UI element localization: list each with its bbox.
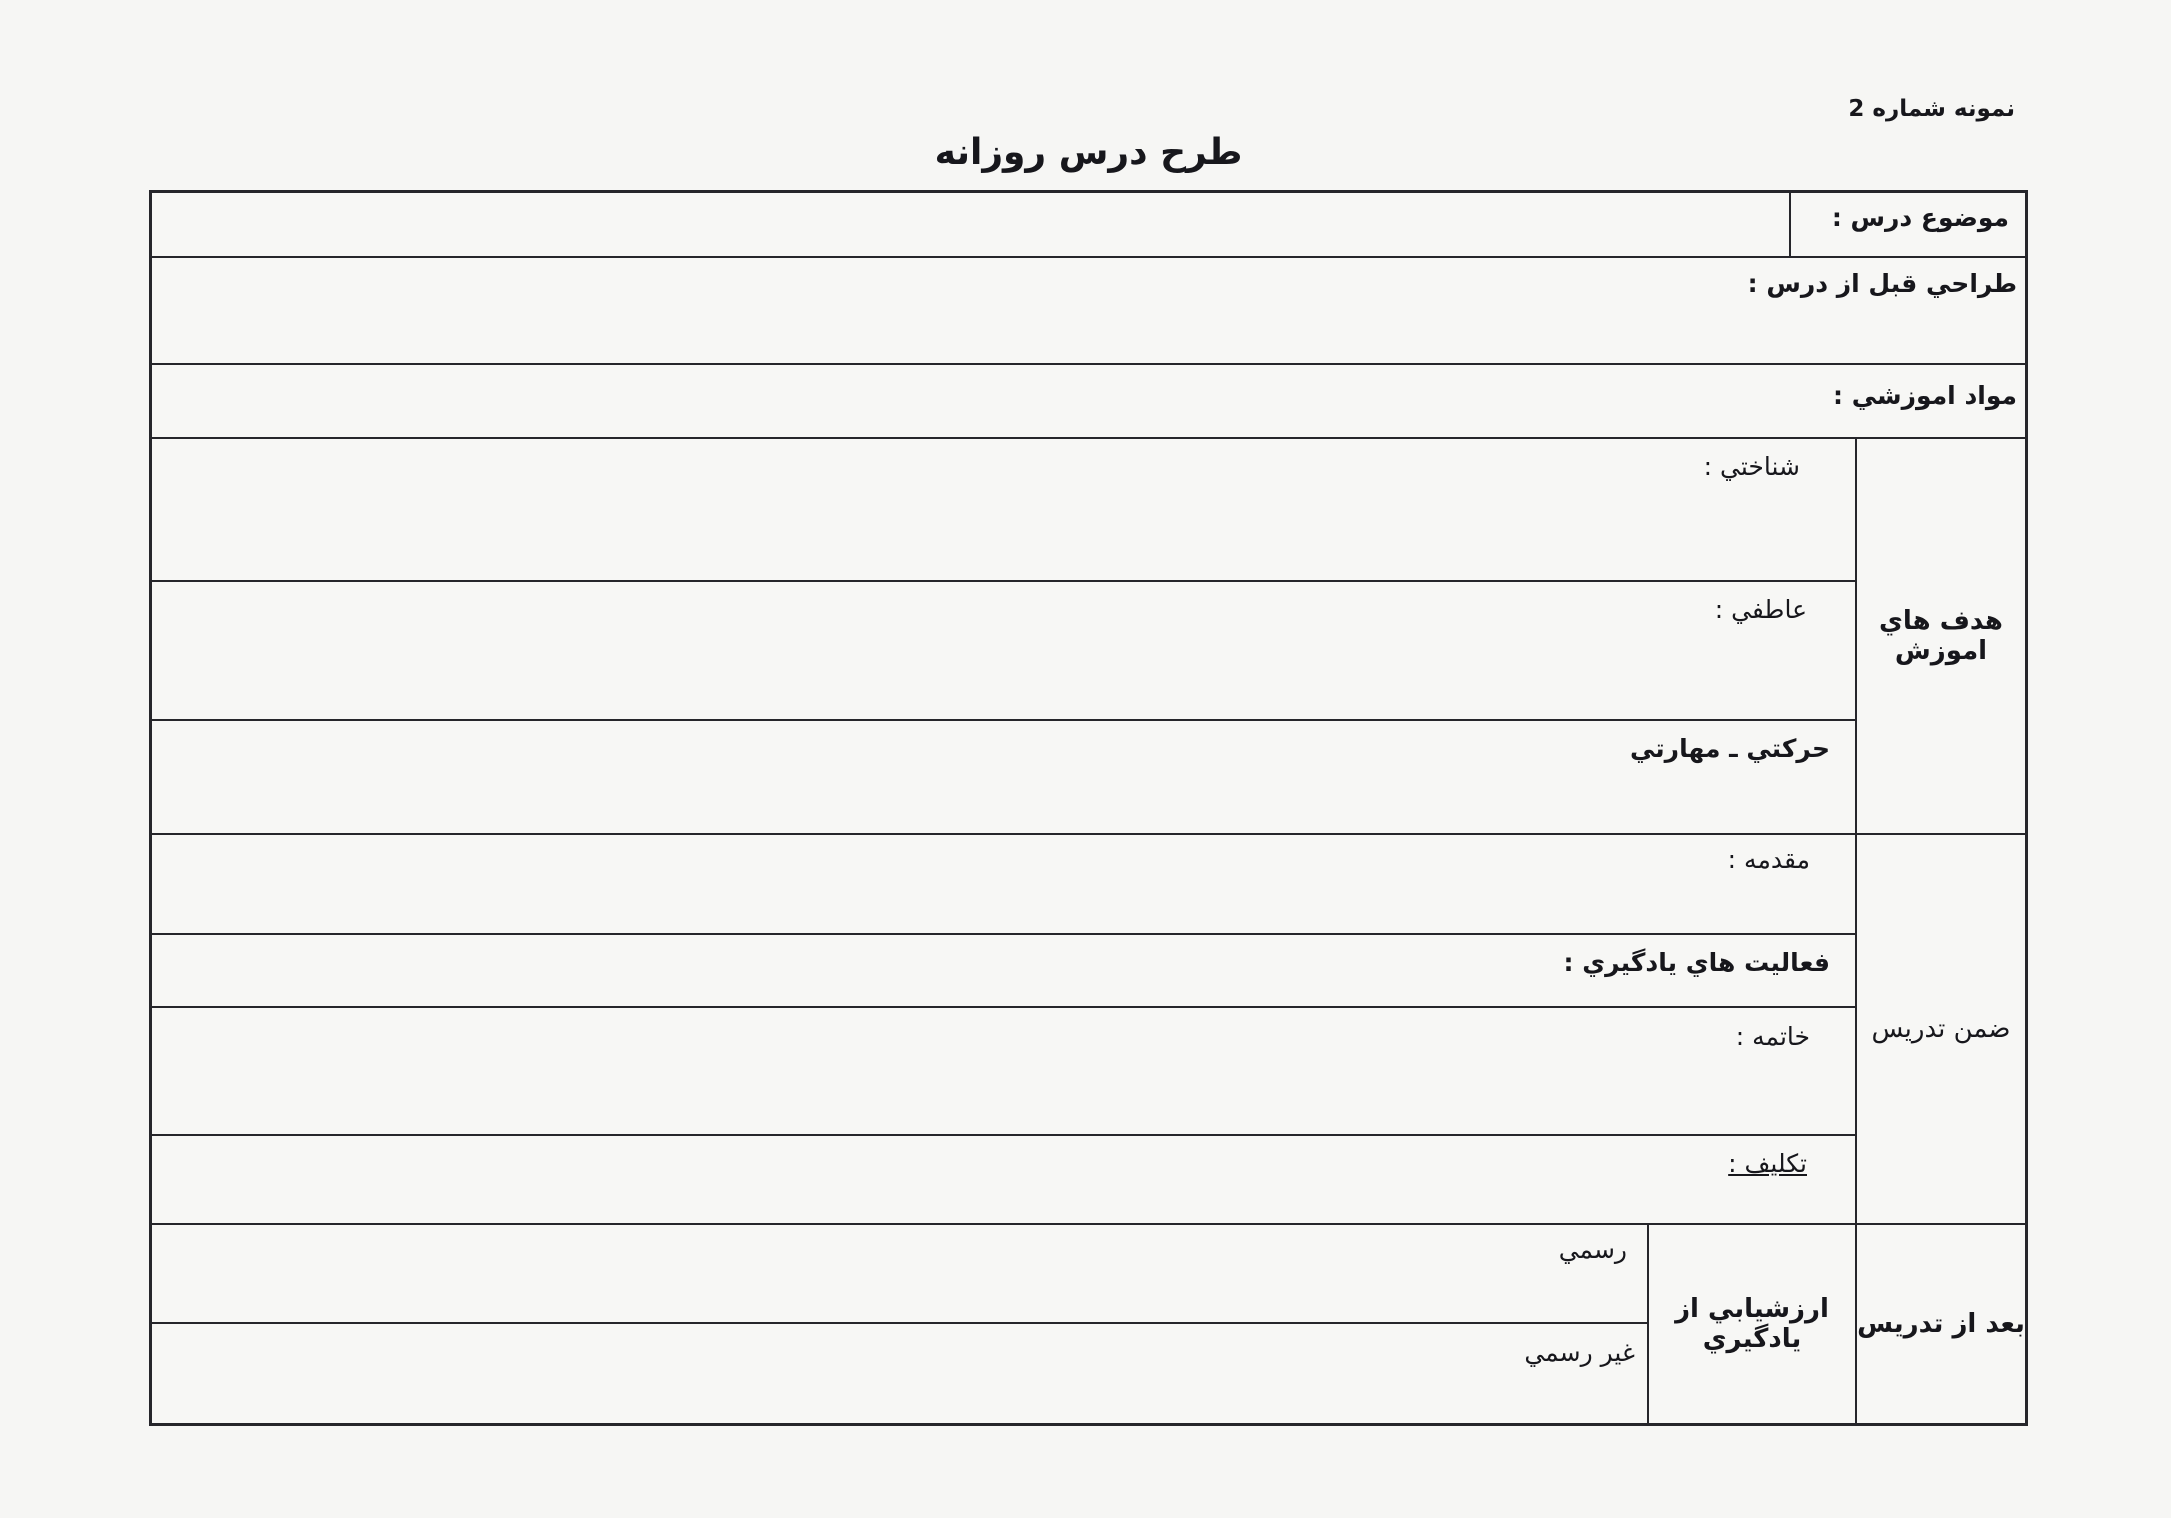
affective-objective-label: عاطفي : — [152, 582, 1855, 720]
informal-evaluation-label: غير رسمي — [1524, 1338, 1635, 1367]
after-teaching-section-label: بعد از تدريس — [1855, 1225, 2025, 1423]
after-teaching-section — [152, 1225, 2025, 1423]
evaluation-rows — [152, 1225, 1647, 1423]
conclusion-label: خاتمه : — [152, 1008, 1855, 1136]
evaluation-of-learning-label: ارزشيابي از يادگيري — [1647, 1225, 1855, 1423]
cognitive-objective-label: شناختي : — [152, 439, 1855, 582]
assignment-label: تكليف : — [1728, 1149, 1807, 1178]
objectives-section-label: هدف هاي اموزش — [1855, 439, 2025, 833]
corner-note: نمونه شماره 2 — [1848, 96, 2015, 122]
formal-evaluation-label: رسمي — [152, 1225, 1647, 1324]
objectives-rows — [152, 439, 1855, 833]
lesson-subject-label: موضوع درس : — [1789, 193, 2025, 256]
during-teaching-section-label: ضمن تدريس — [1855, 835, 2025, 1223]
form-title: طرح درس روزانه — [934, 132, 1243, 173]
learning-activities-label: فعاليت هاي يادگيري : — [152, 935, 1855, 1008]
pre-lesson-design-label: طراحي قبل از درس : — [152, 258, 2025, 365]
row-lesson-subject — [152, 193, 2025, 258]
materials-label: مواد اموزشي : — [152, 365, 2025, 439]
during-teaching-rows — [152, 835, 1855, 1223]
introduction-label: مقدمه : — [152, 835, 1855, 935]
lesson-plan-table — [149, 190, 2028, 1426]
during-teaching-section — [152, 835, 2025, 1225]
psychomotor-objective-label: حركتي ـ مهارتي — [1630, 733, 1830, 763]
objectives-section — [152, 439, 2025, 835]
lesson-subject-fill-area — [152, 193, 1789, 256]
